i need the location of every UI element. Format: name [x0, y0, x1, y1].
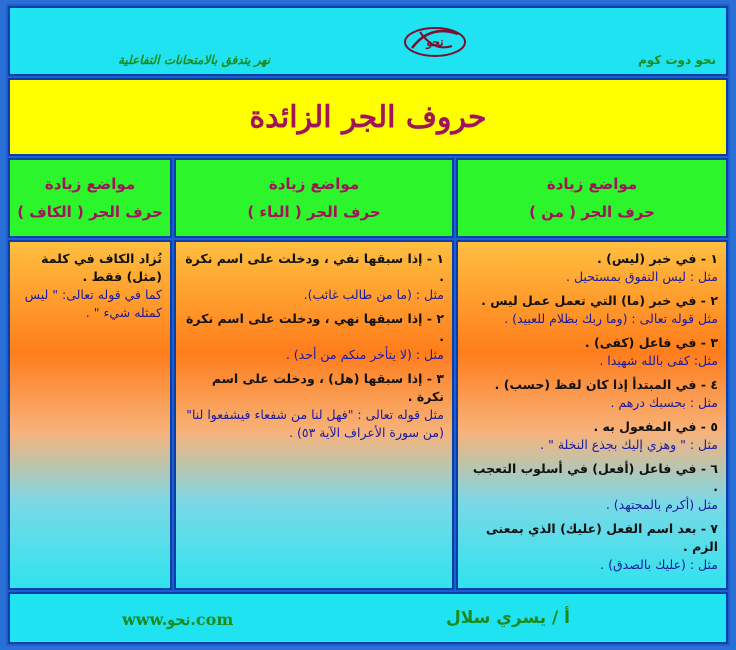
author-name: أ / يسري سلال	[446, 608, 571, 628]
column-heading-baa	[174, 158, 454, 238]
website-link[interactable]: www.نحو.com	[122, 610, 234, 629]
example-text: كما في قوله تعالى: " ليس كمثله شيء " .	[24, 287, 162, 320]
rule-text: ٤ - في المبتدأ إذا كان لفظ (حسب) .	[494, 377, 718, 392]
example-text: مثل : (عليك بالصدق) .	[600, 557, 718, 572]
rule-text: ٣ - إذا سبقها (هل) ، ودخلت على اسم نكرة .	[211, 371, 444, 404]
example-text: مثل : ليس التفوق بمستحيل .	[566, 269, 718, 284]
column-body-baa	[174, 240, 454, 590]
column-heading-text: مواضع زيادة	[546, 175, 638, 193]
example-text: مثل (أكرم بالمجتهد) .	[605, 497, 718, 512]
example-text: مثل : (لا يتأخر منكم من أحد) .	[285, 347, 444, 362]
rule-text: ٢ - إذا سبقها نهي ، ودخلت على اسم نكرة .	[186, 311, 444, 344]
rule-text: ١ - إذا سبقها نفي ، ودخلت على اسم نكرة .	[185, 251, 444, 284]
column-subheading-text: حرف الجر ( الكاف )	[17, 203, 163, 221]
column-subheading-text: حرف الجر ( الباء )	[247, 203, 381, 221]
example-text: مثل : (ما من طالب غائب).	[303, 287, 444, 302]
example-text: مثل قوله تعالى : "فهل لنا من شفعاء فيشفعوا لنا" (من سورة الأعراف الآية ٥٣) .	[186, 407, 444, 440]
rule-text: ٧ - بعد اسم الفعل (عليك) الذي بمعنى الزم .	[485, 521, 718, 554]
column-heading-kaf	[8, 158, 172, 238]
rule-text: ٣ - في فاعل (كفى) .	[584, 335, 718, 350]
example-text: مثل قوله تعالى : (وما ربك بظلام للعبيد) .	[504, 311, 718, 326]
page-title: حروف الجر الزائدة	[249, 99, 487, 135]
column-subheading-text: حرف الجر ( من )	[529, 203, 655, 221]
column-body-kaf	[8, 240, 172, 590]
logo-icon	[400, 18, 470, 64]
column-heading-text: مواضع زيادة	[268, 175, 360, 193]
rule-text: ٢ - في خبر (ما) التي تعمل عمل ليس .	[481, 293, 718, 308]
rule-text: تُزاد الكاف في كلمة (مثل) فقط .	[41, 251, 162, 284]
footer-banner	[8, 592, 728, 644]
rule-text: ٦ - في فاعل (أفعل) في أسلوب التعجب .	[472, 461, 718, 494]
logo-text: نحو	[426, 35, 444, 49]
rule-text: ٥ - في المفعول به .	[593, 419, 718, 434]
example-text: مثل : بحسبك درهم .	[610, 395, 718, 410]
column-body-min	[456, 240, 728, 590]
rule-text: ١ - في خبر (ليس) .	[597, 251, 718, 266]
site-name: نحو دوت كوم	[637, 53, 716, 67]
title-banner	[8, 78, 728, 156]
column-heading-min	[456, 158, 728, 238]
column-heading-text: مواضع زيادة	[44, 175, 136, 193]
top-banner	[8, 6, 728, 76]
example-text: مثل : " وهزي إليك بجذع النخلة " .	[540, 437, 718, 452]
example-text: مثل: كفى بالله شهيدا .	[599, 353, 718, 368]
poster-frame	[6, 4, 730, 646]
slogan: نهر يتدفق بالامتحانات التفاعلية	[118, 53, 271, 67]
